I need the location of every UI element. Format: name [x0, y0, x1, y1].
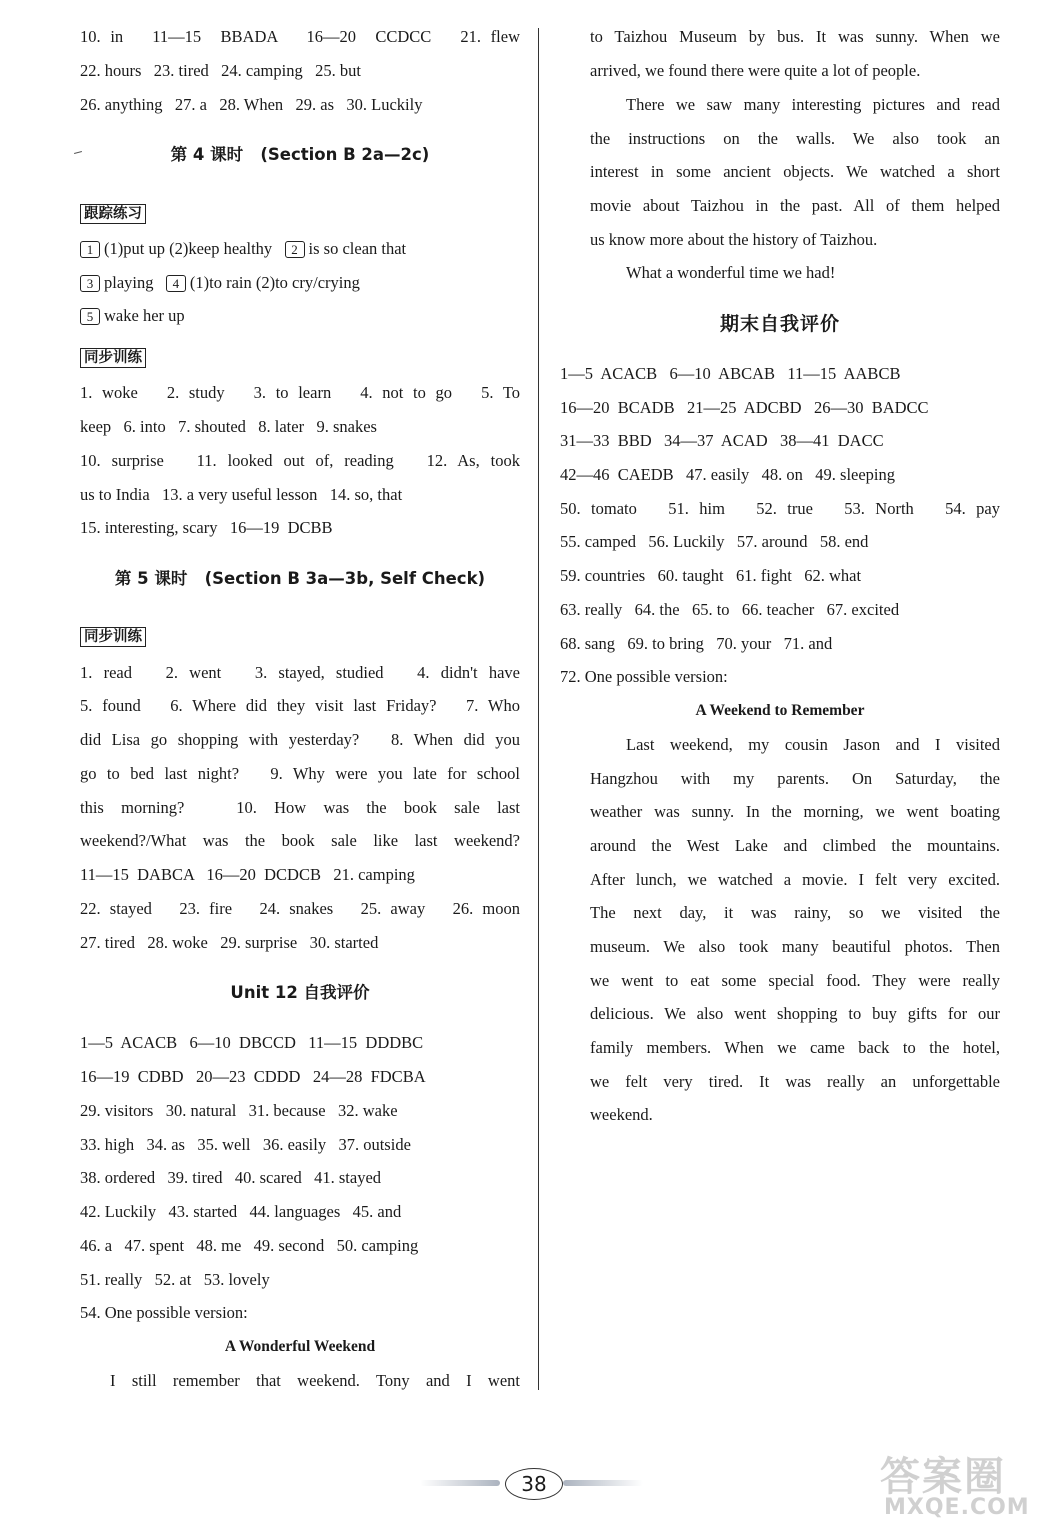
left-line: 1—5 ACACB 6—10 DBCCD 11—15 DDDBC: [80, 1033, 424, 1052]
right-line: museum. We also took many beautiful photos. Then: [590, 937, 1000, 956]
right-line: us know more about the history of Taizhou.: [590, 230, 878, 249]
right-line: we went to eat some special food. They were really: [590, 971, 1000, 990]
right-line: After lunch, we watched a movie. I felt very excited.: [590, 870, 1000, 889]
left-line: 51. really 52. at 53. lovely: [80, 1270, 270, 1289]
left-line: 27. tired 28. woke 29. surprise 30. started: [80, 933, 379, 952]
essay-title: A Weekend to Remember: [695, 702, 865, 719]
right-line: 68. sang 69. to bring 70. your 71. and: [560, 634, 833, 653]
answer-text: wake her up: [104, 306, 185, 325]
left-line: [80, 624, 520, 648]
right-line: 59. countries 60. taught 61. fight 62. what: [560, 566, 862, 585]
right-line: the instructions on the walls. We also took an: [590, 129, 1000, 148]
left-line: 38. ordered 39. tired 40. scared 41. stayed: [80, 1168, 382, 1187]
right-line: arrived, we found there were quite a lot of people.: [590, 61, 921, 80]
left-line: weekend?/What was the book sale like last weekend?: [80, 831, 520, 850]
spacer: [154, 273, 166, 292]
right-line: interest in some ancient objects. We watched a short: [590, 162, 1000, 181]
answer-text: playing: [104, 273, 154, 292]
right-line: around the West Lake and climbed the mountains.: [590, 836, 1000, 855]
section-tag: 跟踪练习: [80, 204, 146, 224]
right-line: we felt very tired. It was really an unforgettable: [590, 1072, 1000, 1091]
right-line: Hangzhou with my parents. On Saturday, the: [590, 769, 1000, 788]
right-line: delicious. We also went shopping to buy gifts for our: [590, 1004, 1000, 1023]
left-line: 54. One possible version:: [80, 1303, 248, 1322]
right-line: Last weekend, my cousin Jason and I visited: [626, 735, 1000, 754]
right-line: 1—5 ACACB 6—10 ABCAB 11—15 AABCB: [560, 364, 901, 383]
left-line: 15. interesting, scary 16—19 DCBB: [80, 518, 333, 537]
section-tag: 同步训练: [80, 348, 146, 368]
left-line: this morning? 10. How was the book sale last: [80, 798, 520, 817]
left-line: [80, 271, 520, 295]
left-line: 5. found 6. Where did they visit last Friday? 7. Who: [80, 696, 520, 715]
column-divider: [538, 28, 539, 1390]
section-tag: 同步训练: [80, 627, 146, 647]
question-number-box: 5: [80, 308, 100, 325]
right-line: 55. camped 56. Luckily 57. around 58. end: [560, 532, 869, 551]
question-number-box: 1: [80, 241, 100, 258]
right-line: movie about Taizhou in the past. All of them helped: [590, 196, 1000, 215]
left-line: keep 6. into 7. shouted 8. later 9. snakes: [80, 417, 377, 436]
left-line: us to India 13. a very useful lesson 14. so, that: [80, 485, 403, 504]
right-line: 63. really 64. the 65. to 66. teacher 67. excited: [560, 600, 900, 619]
left-line: 42. Luckily 43. started 44. languages 45. and: [80, 1202, 402, 1221]
answer-text: is so clean that: [308, 239, 407, 258]
left-line: 11—15 DABCA 16—20 DCDCB 21. camping: [80, 865, 415, 884]
right-line: 42—46 CAEDB 47. easily 48. on 49. sleeping: [560, 465, 896, 484]
right-line: 31—33 BBD 34—37 ACAD 38—41 DACC: [560, 431, 884, 450]
right-line: to Taizhou Museum by bus. It was sunny. When we: [590, 27, 1000, 46]
right-line: The next day, it was rainy, so we visited the: [590, 903, 1000, 922]
left-line: 26. anything 27. a 28. When 29. as 30. Luckily: [80, 95, 423, 114]
section-heading: 期末自我评价: [719, 313, 840, 335]
right-line: weekend.: [590, 1105, 653, 1124]
left-line: I still remember that weekend. Tony and I went: [110, 1371, 520, 1390]
question-number-box: 2: [285, 241, 305, 258]
answer-text: (1)to rain (2)to cry/crying: [189, 273, 360, 292]
left-line: 10. in 11—15 BBADA 16—20 CCDCC 21. flew: [80, 27, 520, 46]
spacer: [272, 239, 284, 258]
left-line: 22. stayed 23. fire 24. snakes 25. away 26. moon: [80, 899, 520, 918]
question-number-box: 3: [80, 275, 100, 292]
watermark-logo-text: 答案圈: [880, 1454, 1006, 1500]
page-number: 38: [505, 1468, 563, 1500]
left-line: 29. visitors 30. natural 31. because 32. wake: [80, 1101, 398, 1120]
right-line: 50. tomato 51. him 52. true 53. North 54. pay: [560, 499, 1000, 518]
essay-title: A Wonderful Weekend: [224, 1338, 376, 1355]
right-line: 72. One possible version:: [560, 667, 728, 686]
answer-text: (1)put up (2)keep healthy: [104, 239, 273, 258]
watermark-site-text: MXQE.COM: [884, 1495, 1030, 1520]
left-line: 16—19 CDBD 20—23 CDDD 24—28 FDCBA: [80, 1067, 426, 1086]
right-line: There we saw many interesting pictures and read: [626, 95, 1000, 114]
left-line: did Lisa go shopping with yesterday? 8. When did you: [80, 730, 520, 749]
right-line: family members. When we came back to the hotel,: [590, 1038, 1000, 1057]
question-number-box: 4: [166, 275, 186, 292]
left-line: 22. hours 23. tired 24. camping 25. but: [80, 61, 361, 80]
left-line: 1. woke 2. study 3. to learn 4. not to go 5. To: [80, 383, 520, 402]
right-line: 16—20 BCADB 21—25 ADCBD 26—30 BADCC: [560, 398, 929, 417]
right-line: What a wonderful time we had!: [626, 263, 836, 282]
left-line: [80, 237, 520, 261]
left-line: [80, 345, 520, 369]
left-line: go to bed last night? 9. Why were you late for school: [80, 764, 520, 783]
watermark: [880, 1445, 1040, 1525]
section-heading: Unit 12 自我评价: [230, 983, 370, 1002]
left-line: 33. high 34. as 35. well 36. easily 37. outside: [80, 1135, 411, 1154]
left-line: [80, 201, 520, 225]
section-heading: 第 5 课时 (Section B 3a—3b, Self Check): [114, 569, 486, 588]
page-number-decoration-left: [420, 1480, 500, 1486]
right-line: weather was sunny. In the morning, we went boating: [590, 802, 1000, 821]
left-line: [80, 304, 520, 328]
left-line: 1. read 2. went 3. stayed, studied 4. didn't have: [80, 663, 520, 682]
section-heading: 第 4 课时 (Section B 2a—2c): [170, 145, 430, 164]
left-line: 46. a 47. spent 48. me 49. second 50. camping: [80, 1236, 419, 1255]
page-number-decoration-right: [563, 1480, 643, 1486]
left-line: 10. surprise 11. looked out of, reading 12. As, took: [80, 451, 520, 470]
